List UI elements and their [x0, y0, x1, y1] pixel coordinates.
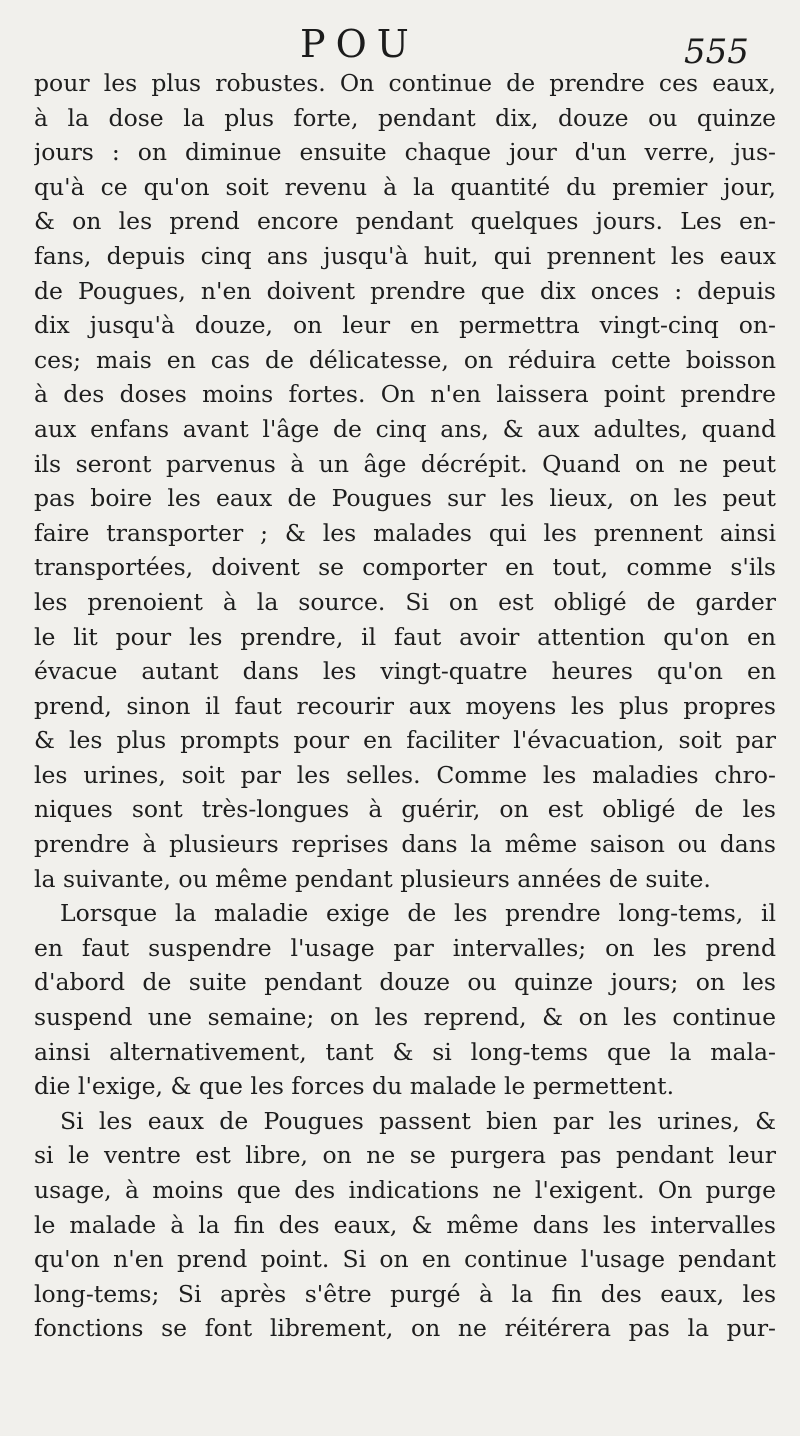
running-head-title: POU: [300, 22, 419, 66]
text-line: de Pougues, n'en doivent prendre que dix onces : depuis: [34, 276, 776, 305]
text-line: prendre à plusieurs reprises dans la même saison ou dans: [34, 830, 776, 859]
text-line: long-tems; Si après s'être purgé à la fin des eaux, les: [34, 1279, 776, 1308]
body-text: [34, 66, 776, 1346]
text-line: Lorsque la maladie exige de les prendre long-tems, il: [60, 899, 776, 928]
text-line: la suivante, ou même pendant plusieurs années de suite.: [34, 864, 711, 893]
text-line: usage, à moins que des indications ne l'exigent. On purge: [34, 1176, 776, 1204]
paragraph-3: [34, 1104, 776, 1346]
text-line: les urines, soit par les selles. Comme les maladies chro-: [34, 760, 776, 789]
text-line: die l'exige, & que les forces du malade le permettent.: [34, 1072, 675, 1101]
text-line: dix jusqu'à douze, on leur en permettra vingt-cinq on-: [34, 311, 776, 340]
text-line: & les plus prompts pour en faciliter l'évacuation, soit par: [34, 726, 776, 755]
text-line: aux enfans avant l'âge de cinq ans, & aux adultes, quand: [34, 414, 776, 443]
text-line: en faut suspendre l'usage par intervalles; on les prend: [34, 933, 776, 962]
text-line: si le ventre est libre, on ne se purgera pas pendant leur: [34, 1141, 776, 1170]
text-line: transportées, doivent se comporter en tout, comme s'ils: [34, 553, 776, 582]
text-line: qu'à ce qu'on soit revenu à la quantité du premier jour,: [34, 172, 776, 201]
text-line: qu'on n'en prend point. Si on en continue l'usage pendant: [34, 1245, 776, 1274]
text-line: suspend une semaine; on les reprend, & on les continue: [34, 1003, 776, 1032]
text-line: à la dose la plus forte, pendant dix, douze ou quinze: [34, 103, 776, 132]
text-line: à des doses moins fortes. On n'en laissera point prendre: [34, 380, 776, 409]
text-line: le lit pour les prendre, il faut avoir attention qu'on en: [34, 622, 776, 651]
text-line: jours : on diminue ensuite chaque jour d'un verre, jus-: [34, 138, 776, 167]
text-line: fonctions se font librement, on ne réitérera pas la pur-: [34, 1314, 776, 1343]
paragraph-1: [34, 66, 776, 896]
text-line: le malade à la fin des eaux, & même dans les intervalles: [34, 1210, 776, 1239]
text-line: ces; mais en cas de délicatesse, on réduira cette boisson: [34, 345, 776, 374]
text-line: évacue autant dans les vingt-quatre heures qu'on en: [34, 657, 776, 686]
text-line: pas boire les eaux de Pougues sur les lieux, on les peut: [34, 484, 776, 513]
text-line: faire transporter ; & les malades qui les prennent ainsi: [34, 518, 776, 547]
paragraph-2: [34, 896, 776, 1104]
text-line: niques sont très-longues à guérir, on est obligé de les: [34, 795, 776, 824]
text-line: d'abord de suite pendant douze ou quinze jours; on les: [34, 968, 776, 997]
page-number: 555: [684, 32, 749, 72]
text-line: prend, sinon il faut recourir aux moyens les plus propres: [34, 691, 776, 720]
text-line: Si les eaux de Pougues passent bien par les urines, &: [60, 1106, 776, 1135]
text-line: ainsi alternativement, tant & si long-tems que la mala-: [34, 1037, 776, 1066]
text-line: pour les plus robustes. On continue de prendre ces eaux,: [34, 69, 776, 97]
text-line: & on les prend encore pendant quelques jours. Les en-: [34, 207, 776, 236]
running-head: [0, 22, 800, 70]
text-line: fans, depuis cinq ans jusqu'à huit, qui prennent les eaux: [34, 241, 776, 270]
text-line: les prenoient à la source. Si on est obligé de garder: [34, 587, 776, 616]
text-line: ils seront parvenus à un âge décrépit. Quand on ne peut: [34, 449, 776, 478]
